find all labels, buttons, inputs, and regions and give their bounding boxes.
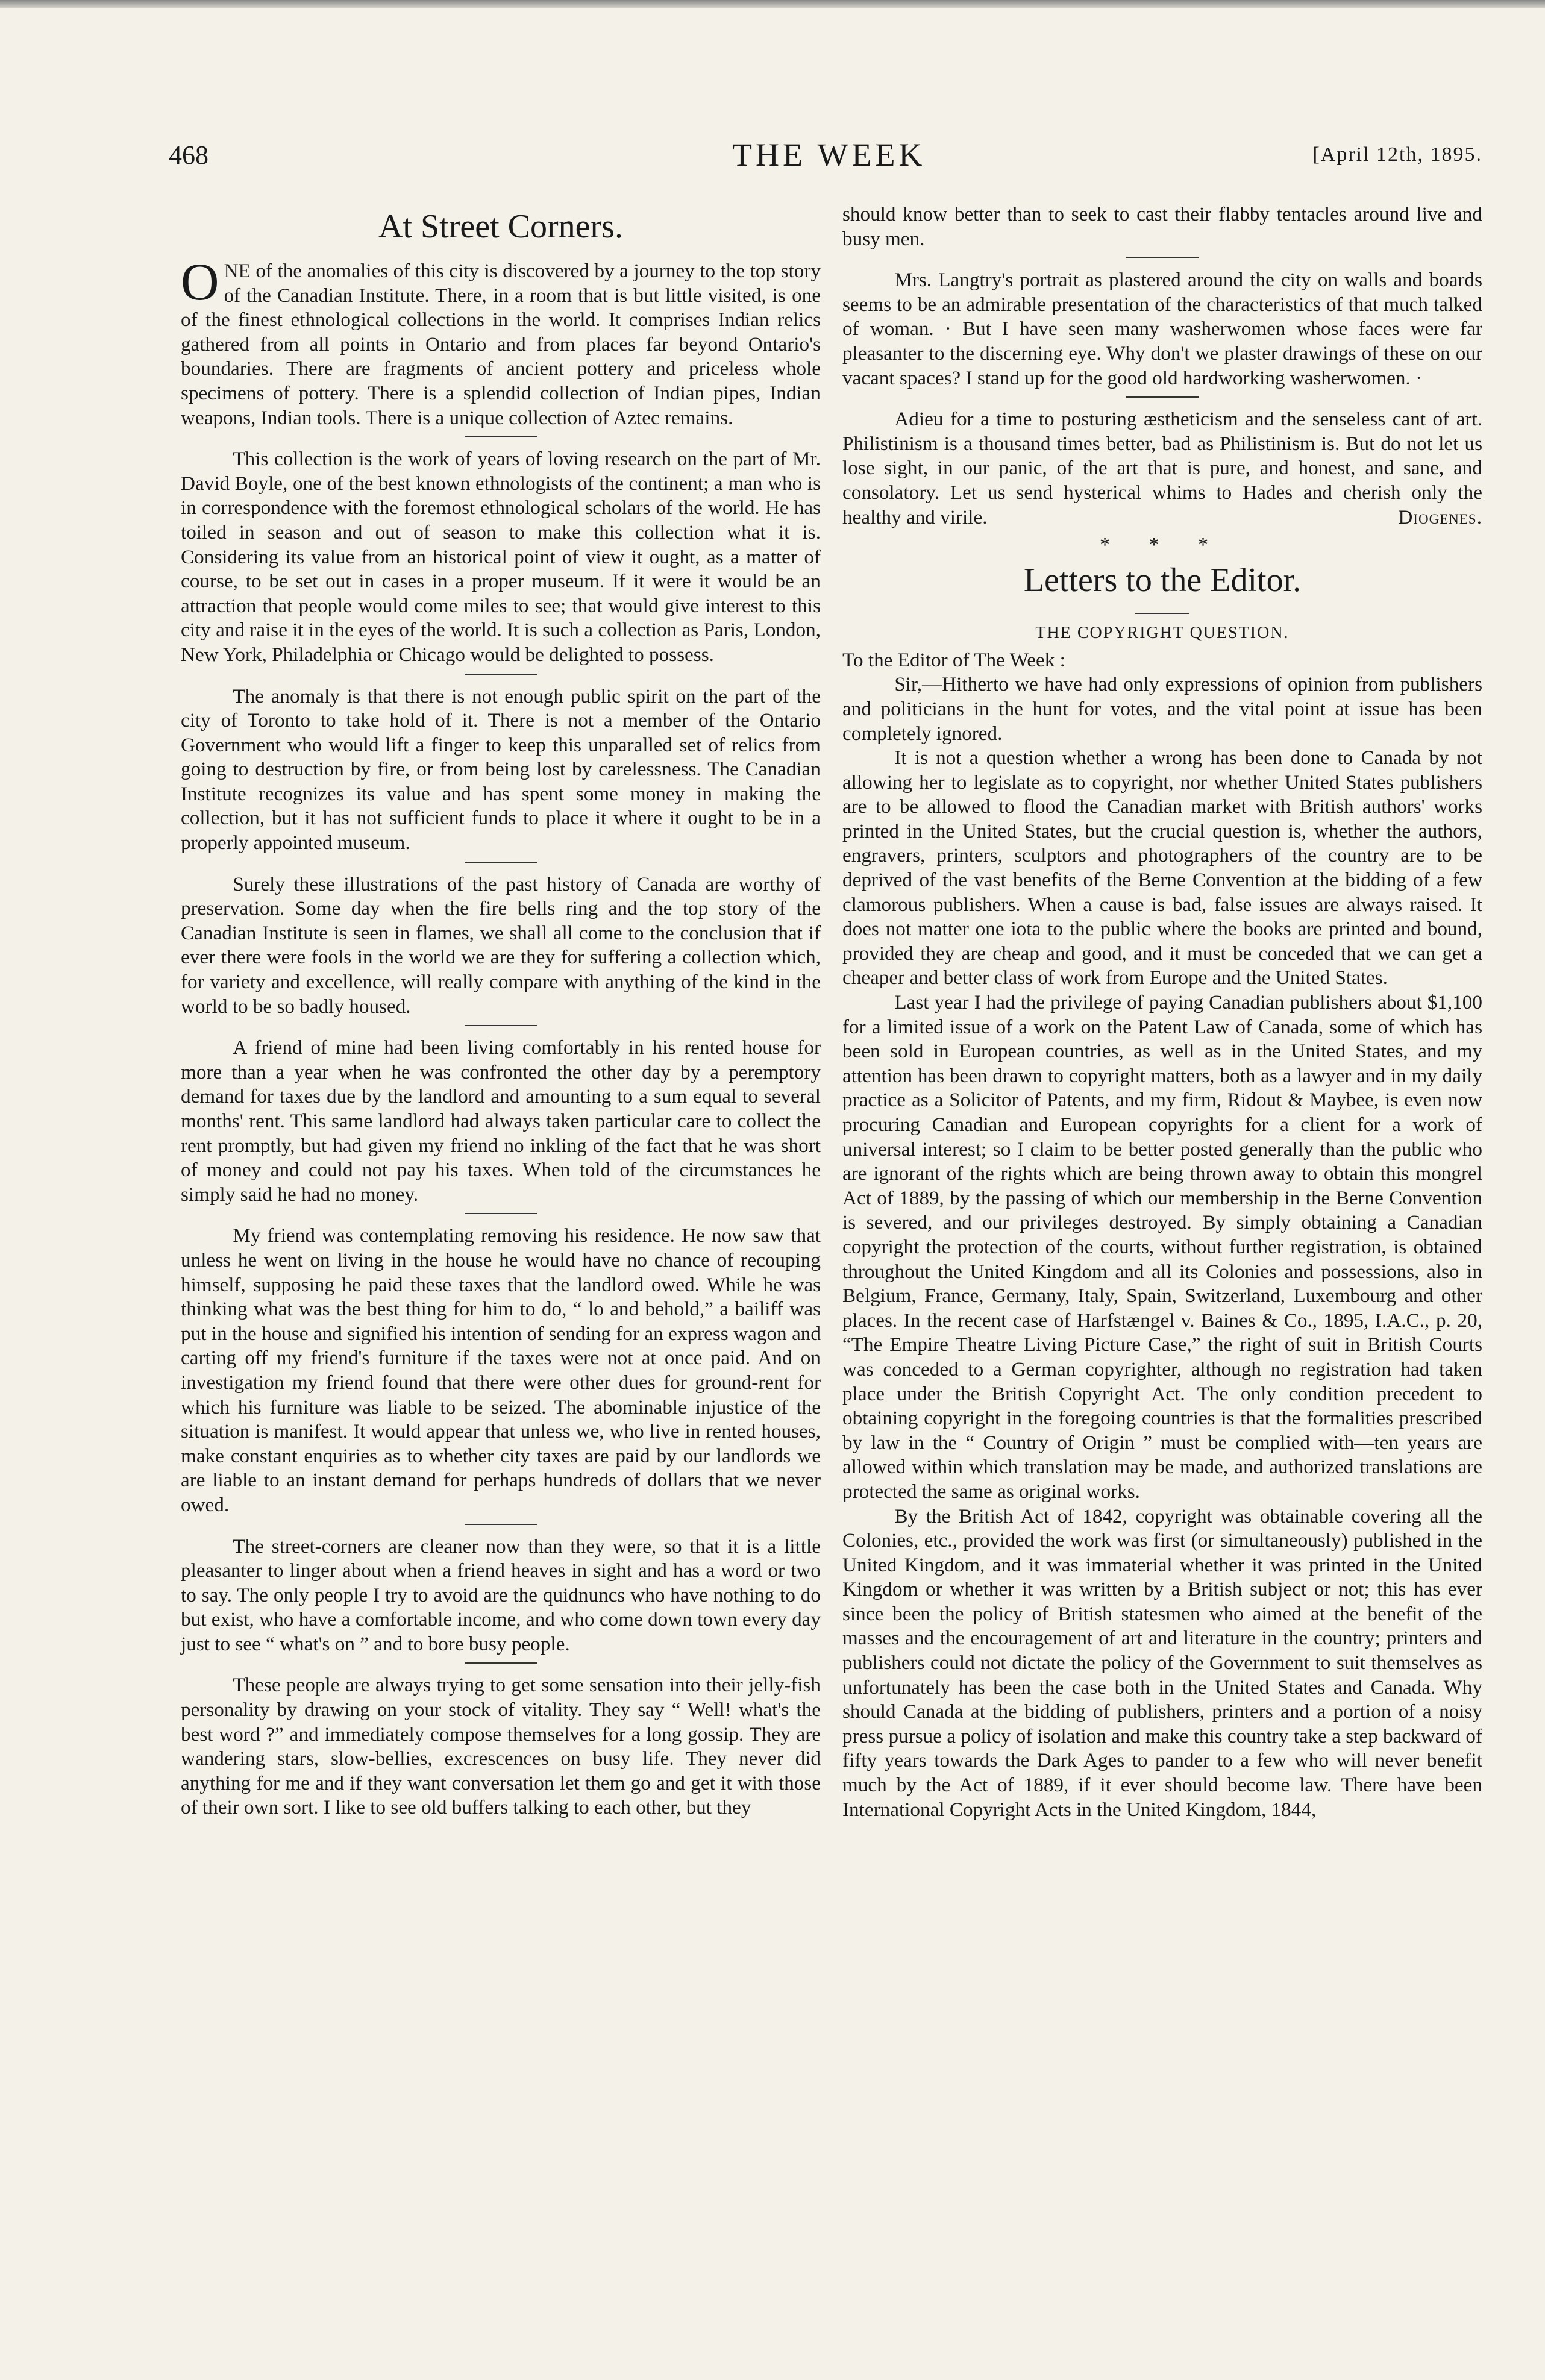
letter-salutation: To the Editor of The Week :	[842, 648, 1065, 671]
separator-rule	[465, 436, 537, 437]
separator-rule	[465, 862, 537, 863]
paragraph-text: NE of the anomalies of this city is discovered by a journey to the top story of the Canadian Institute. There, in a room that is but little visited, is one of the finest ethnological collections in the world. It comprises Indian relics gathered from all points in Ontario and from places far beyond Ontario's boundaries. There are fragments of ancient pottery and priceless whole specimens of pottery. There is a splendid collection of Indian pipes, Indian weapons, Indian tools. There is a unique collection of Aztec remains.	[181, 260, 821, 429]
paragraph: should know better than to seek to cast their flabby tentacles around live and busy men.	[842, 203, 1482, 250]
section-heading-street-corners: At Street Corners.	[378, 208, 623, 245]
paragraph: A friend of mine had been living comfortably in his rented house for more than a year when he was confronted the other day by a peremptory demand for taxes due by the landlord and amounting to a sum equal to several months' rent. This same landlord had always taken particular care to collect the rent promptly, but had given my friend no inkling of the fact that he was short of money and could not pay his taxes. When told of the circumstances he simply said he had no money.	[181, 1036, 821, 1206]
drop-cap: O	[181, 253, 219, 312]
separator-rule	[465, 674, 537, 675]
asterism: * * *	[1100, 534, 1225, 557]
separator-rule	[465, 1662, 537, 1664]
paragraph	[842, 407, 1482, 530]
separator-rule	[1135, 613, 1189, 614]
paragraph: This collection is the work of years of loving research on the part of Mr. David Boyle, one of the best known ethnologists of the continent; a man who is in correspondence with the foremost ethnological scholars of the world. He has toiled in season and out of season to make this collection what it is. Considering its value from an historical point of view it ought, as a matter of course, to be set out in cases in a proper museum. If it were it would be an attraction that people would come miles to see; that would give interest to this city and raise it in the eyes of the world. It is such a collection as Paris, London, New York, Philadelphia or Chicago would be delighted to possess.	[181, 448, 821, 666]
letter-paragraph: By the British Act of 1842, copyright was obtainable covering all the Colonies, etc., provided the work was first (or simultaneously) published in the United Kingdom, and it was immaterial whether it was printed in the United Kingdom or whether it was written by a British subject or not; this has ever since been the policy of British statesmen who aimed at the benefit of the masses and the encouragement of art and literature in the country; printers and publishers could not dictate the policy of the Government to suit themselves as unfortunately has been the case both in the United States and Canada. Why should Canada at the bidding of publishers, printers and a portion of a noisy press pursue a policy of isolation and make this country take a step backward of fifty years towards the Dark Ages to pander to a few who will never benefit much by the Act of 1889, if it ever should become law. There have been International Copyright Acts in the United Kingdom, 1844,	[842, 1505, 1482, 1821]
paragraph: These people are always trying to get some sensation into their jelly-fish personality by drawing on your stock of vitality. They say “ Well! what's the best word ?” and immediately compose themselves for a long gossip. They are wandering stars, slow-bellies, excrescences on busy life. They never did anything for me and if they want conversation let them go and get it with those of their own sort. I like to see old buffers talking to each other, but they	[181, 1674, 821, 1819]
paragraph: Surely these illustrations of the past history of Canada are worthy of preservation. Some day when the fire bells ring and the top story of the Canadian Institute is seen in flames, we shall all come to the conclusion that if ever there were fools in the world we are they for suffering a collection which, for variety and excellence, will really compare with anything of the kind in the world to be so badly housed.	[181, 872, 821, 1018]
separator-rule	[1126, 396, 1199, 398]
letter-paragraph: Sir,—Hitherto we have had only expressions of opinion from publishers and politicians in the hunt for votes, and the vital point at issue has been completely ignored.	[842, 673, 1482, 745]
paragraph-text: Adieu for a time to posturing æstheticism and the senseless cant of art. Philistinism is a thousand times better, bad as Philistinism is. But do not let us lose sight, in our panic, of the art that is pure, and honest, and sane, and consolatory. Let us send hysterical whims to Hades and cherish only the healthy and virile.	[842, 408, 1482, 528]
letter-subheading: THE COPYRIGHT QUESTION.	[1035, 624, 1290, 643]
page-number: 468	[169, 140, 208, 170]
signature-diogenes: Diogenes.	[1398, 506, 1482, 528]
separator-rule	[465, 1524, 537, 1525]
left-column	[181, 202, 821, 1820]
paragraph: Mrs. Langtry's portrait as plastered around the city on walls and boards seems to be an admirable presentation of the characteristics of that much talked of woman. · But I have seen many washerwomen whose faces were far pleasanter to the discerning eye. Why don't we plaster drawings of these on our vacant spaces? I stand up for the good old hardworking washerwomen. ·	[842, 269, 1482, 389]
paper-title: THE WEEK	[732, 137, 926, 173]
paragraph: The anomaly is that there is not enough public spirit on the part of the city of Toronto to take hold of it. There is not a member of the Ontario Government who would lift a finger to keep this unparalled set of relics from going to destruction by fire, or from being lost by carelessness. The Canadian Institute recognizes its value and has spent some money in making the collection, but it has not sufficient funds to place it where it ought to be in a properly appointed museum.	[181, 684, 821, 854]
right-column	[842, 202, 1482, 1822]
separator-rule	[1126, 257, 1199, 258]
separator-rule	[465, 1025, 537, 1026]
letter-paragraph: Last year I had the privilege of paying Canadian publishers about $1,100 for a limited issue of a work on the Patent Law of Canada, some of which has been sold in European countries, as well as in the United States, and my attention has been drawn to copyright matters, both as a lawyer and in my daily practice as a Solicitor of Patents, and my firm, Ridout & Maybee, is even now procuring Canadian and European copyrights for a client for a work of universal interest; so I claim to be better posted generally than the public who are ignorant of the rights which are being thrown away to obtain this mongrel Act of 1889, by the passing of which our membership in the Berne Convention is severed, and our privileges destroyed. By simply obtaining a Canadian copyright the protection of the courts, without further registration, is obtained throughout the United Kingdom and all its Colonies and possessions, also in Belgium, France, Germany, Italy, Spain, Switzerland, Luxembourg and other places. In the recent case of Harfstængel v. Baines & Co., 1895, I.A.C., p. 20, “The Empire Theatre Living Picture Case,” the right of suit in British Courts was conceded to a German copyrighter, although no registration had taken place under the British Copyright Act. The only condition precedent to obtaining copyright in the foregoing countries is that the formalities prescribed by law in the “ Country of Origin ” must be complied with—ten years are allowed within which translation may be made, and authorized translations are protected the same as original works.	[842, 991, 1482, 1503]
paragraph	[181, 253, 821, 430]
section-heading-letters: Letters to the Editor.	[1023, 562, 1302, 600]
issue-date: [April 12th, 1895.	[1312, 143, 1482, 166]
paragraph: The street-corners are cleaner now than they were, so that it is a little pleasanter to linger about when a friend heaves in sight and has a word or two to say. The only people I try to avoid are the quidnuncs who have nothing to do but exist, who have a comfortable income, and who come down town every day just to see “ what's on ” and to bore busy people.	[181, 1535, 821, 1655]
separator-rule	[465, 1213, 537, 1214]
paragraph: My friend was contemplating removing his residence. He now saw that unless he went on living in the house he would have no chance of recouping himself, supposing he paid these taxes that the landlord owed. While he was thinking what was the best thing for him to do, “ lo and behold,” a bailiff was put in the house and signified his intention of sending for an express wagon and carting off my friend's furniture if the taxes were not at once paid. And on investigation my friend found that there were other dues for ground-rent for which his furniture was liable to be seized. The abominable injustice of the situation is manifest. It would appear that unless we, who live in rented houses, make constant enquiries as to whether city taxes are paid by our landlords we are liable to an instant demand for perhaps hundreds of dollars that we never owed.	[181, 1224, 821, 1516]
masthead	[169, 137, 1482, 182]
page-top-edge	[0, 0, 1545, 8]
letter-paragraph: It is not a question whether a wrong has been done to Canada by not allowing her to legislate as to copyright, nor whether United States publishers are to be allowed to flood the Canadian market with British authors' works printed in the United States, but the crucial question is, whether the authors, engravers, printers, sculptors and photographers of the country are to be deprived of the vast benefits of the Berne Convention at the bidding of a few clamorous publishers. When a cause is bad, false issues are always raised. It does not matter one iota to the public where the books are printed and bound, provided they are cheap and good, and it must be conceded that we can get a cheaper and better class of work from Europe and the United States.	[842, 747, 1482, 989]
